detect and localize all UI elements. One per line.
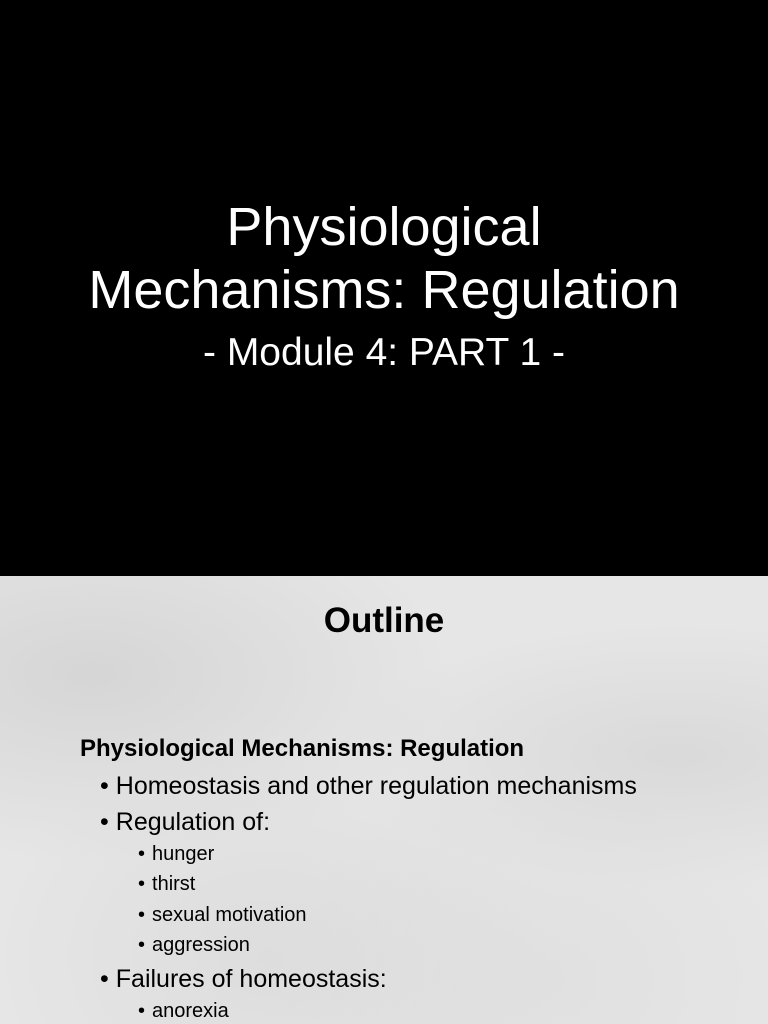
outline-heading: Physiological Mechanisms: Regulation (80, 735, 525, 762)
slide-subtitle: - Module 4: PART 1 - (203, 331, 565, 374)
outline-item-text: Failures of homeostasis: (115, 965, 387, 993)
slide-title-line2: Mechanisms: Regulation (88, 260, 680, 320)
outline-subitem (138, 999, 229, 1023)
bullet: • (100, 965, 109, 993)
outline-subitem-text: hunger (152, 843, 215, 865)
outline-subitem (138, 933, 250, 957)
outline-slide (0, 576, 768, 1024)
outline-title: Outline (323, 601, 445, 640)
outline-item (100, 807, 270, 837)
bullet: • (100, 808, 109, 836)
slide-title-line1: Physiological (226, 197, 542, 257)
outline-subitem-text: sexual motivation (152, 904, 307, 926)
outline-subitem (138, 903, 307, 927)
outline-subitem (138, 842, 214, 866)
outline-item (100, 771, 637, 801)
bullet: • (138, 843, 146, 865)
outline-subitem (138, 872, 195, 896)
outline-item-text: Regulation of: (115, 808, 271, 836)
bullet: • (138, 934, 146, 956)
bullet: • (100, 772, 109, 800)
outline-subitem-text: anorexia (152, 1000, 229, 1022)
outline-item (100, 964, 387, 994)
outline-item-text: Homeostasis and other regulation mechanisms (115, 772, 637, 800)
slide-title (0, 196, 768, 322)
outline-subitem-text: thirst (152, 873, 196, 895)
outline-subitem-text: aggression (152, 934, 250, 956)
bullet: • (138, 873, 146, 895)
bullet: • (138, 904, 146, 926)
bullet: • (138, 1000, 146, 1022)
